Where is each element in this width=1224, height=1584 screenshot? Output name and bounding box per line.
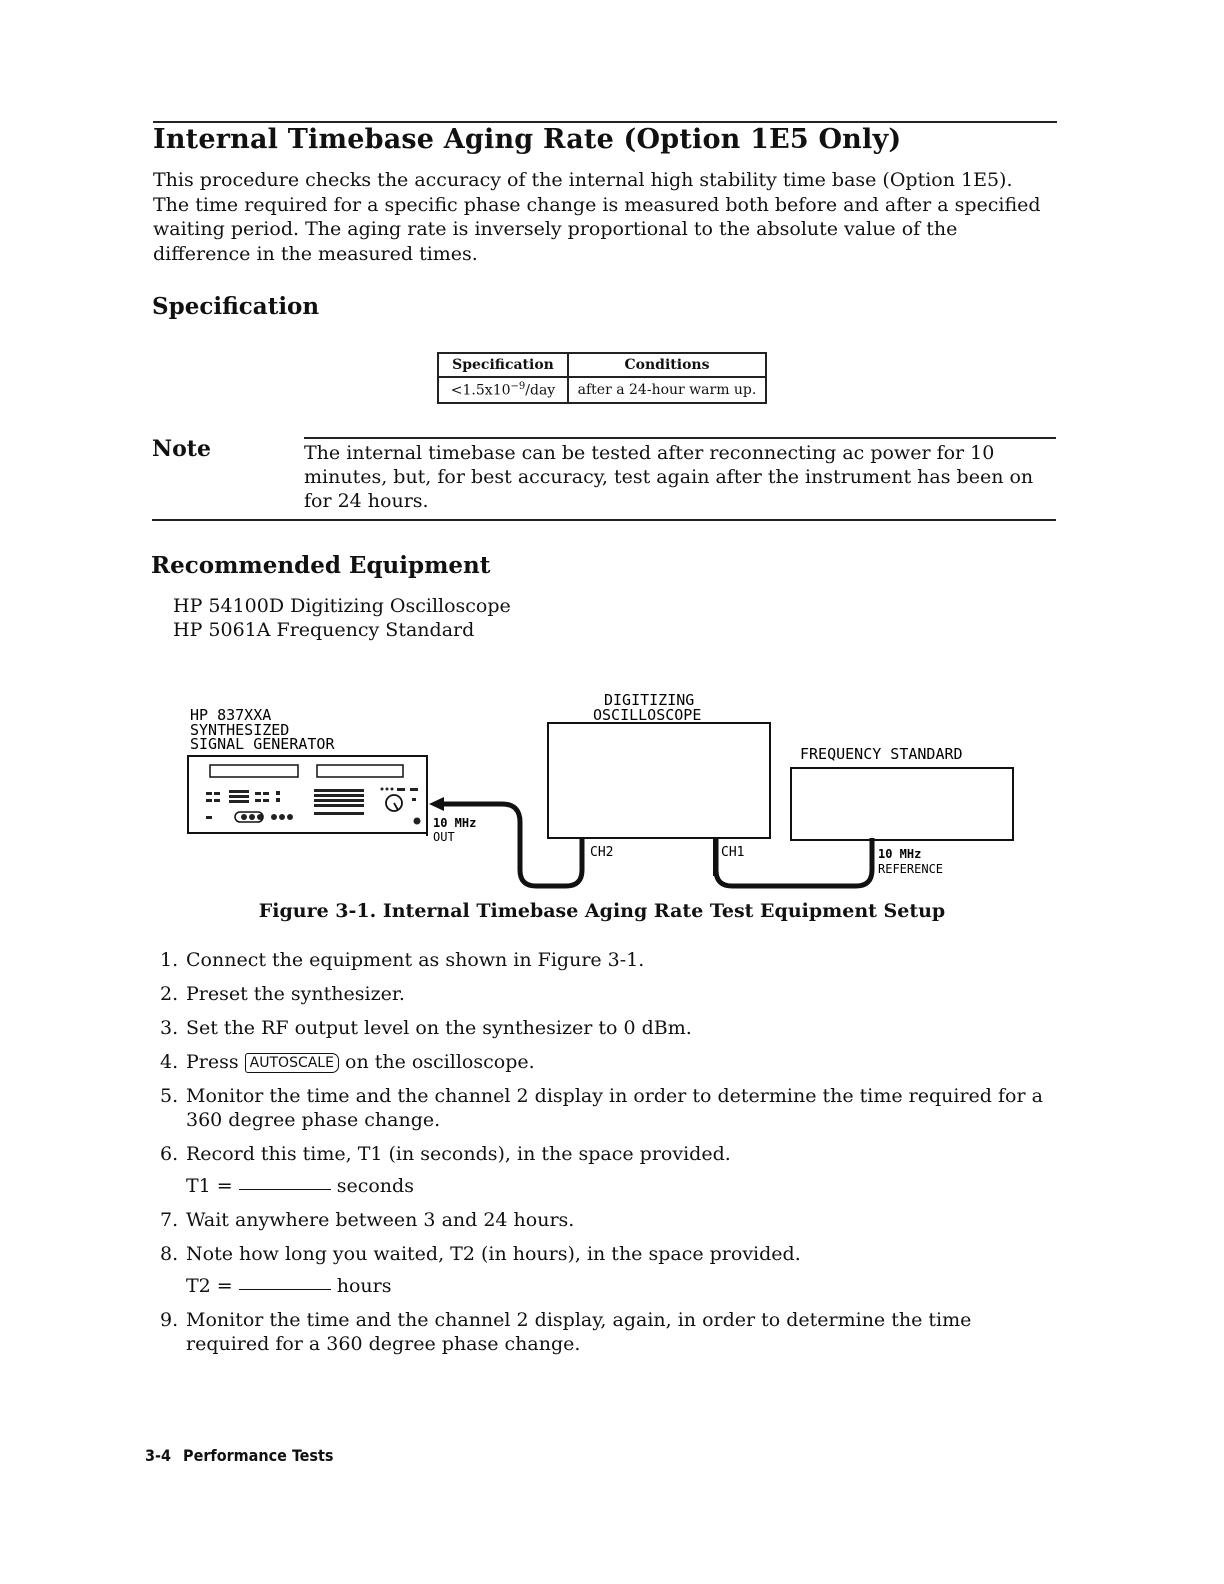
step-text: Preset the synthesizer. xyxy=(186,983,405,1005)
equipment-list xyxy=(173,594,511,642)
figure-caption: Figure 3-1. Internal Timebase Aging Rate Test Equipment Setup xyxy=(258,900,946,922)
step-4 xyxy=(155,1050,1055,1074)
note-text: The internal timebase can be tested after reconnecting ac power for 10 minutes, but, for best accuracy, test again after the instrument has been on for 24 hours. xyxy=(304,442,1034,512)
step-2 xyxy=(155,982,1055,1006)
step-text-pre: Press xyxy=(186,1051,239,1073)
t1-blank xyxy=(239,1189,331,1190)
oscilloscope-label-line1: DIGITIZING xyxy=(604,691,695,709)
step-number: 3. xyxy=(160,1017,179,1039)
spec-value xyxy=(438,377,568,403)
step-text: Note how long you waited, T2 (in hours), in the space provided. xyxy=(186,1243,801,1265)
note-top-rule xyxy=(304,437,1056,439)
step-number: 9. xyxy=(160,1309,179,1331)
t2-blank xyxy=(239,1289,331,1290)
t2-record xyxy=(186,1274,1055,1298)
step-number: 8. xyxy=(160,1243,179,1265)
equipment-item-frequency-standard: HP 5061A Frequency Standard xyxy=(173,619,475,641)
step-number: 4. xyxy=(160,1051,179,1073)
oscilloscope-label-line2: OSCILLOSCOPE xyxy=(593,706,702,724)
footer-section: Performance Tests xyxy=(183,1446,334,1465)
step-text: Set the RF output level on the synthesizer to 0 dBm. xyxy=(186,1017,692,1039)
t1-record xyxy=(186,1174,1055,1198)
specification-heading: Specification xyxy=(152,293,320,320)
step-text: Record this time, T1 (in seconds), in the space provided. xyxy=(186,1143,731,1165)
spec-exponent: −9 xyxy=(510,381,526,392)
autoscale-key: AUTOSCALE xyxy=(245,1053,339,1073)
t1-label: T1 = xyxy=(186,1175,233,1197)
step-number: 7. xyxy=(160,1209,179,1231)
generator-out-freq: 10 MHz xyxy=(433,816,477,830)
step-6 xyxy=(155,1142,1055,1166)
spec-header-specification: Specification xyxy=(438,353,568,377)
step-8 xyxy=(155,1242,1055,1266)
step-9 xyxy=(155,1308,1055,1356)
top-rule xyxy=(153,121,1057,123)
arrow-icon xyxy=(429,797,444,811)
freq-ref-freq: 10 MHz xyxy=(878,847,922,861)
step-5 xyxy=(155,1084,1055,1132)
oscilloscope-ch2-label: CH2 xyxy=(590,845,614,860)
specification-table xyxy=(437,352,767,404)
note-label: Note xyxy=(152,436,211,462)
oscilloscope-ch1-label: CH1 xyxy=(721,845,745,860)
frequency-standard-icon xyxy=(791,768,1013,840)
equipment-heading: Recommended Equipment xyxy=(151,552,491,579)
t2-unit: hours xyxy=(336,1275,392,1297)
spec-suffix: /day xyxy=(525,382,556,399)
frequency-standard-label: FREQUENCY STANDARD xyxy=(800,745,963,763)
step-text: Monitor the time and the channel 2 display, again, in order to determine the time required for a 360 degree phase change. xyxy=(186,1309,972,1355)
page-title: Internal Timebase Aging Rate (Option 1E5 Only) xyxy=(153,124,902,155)
note-bottom-rule xyxy=(152,519,1056,521)
generator-label-model: HP 837XXA xyxy=(190,706,272,724)
spec-prefix: <1.5x10 xyxy=(450,382,511,399)
spec-header-conditions: Conditions xyxy=(568,353,766,377)
procedure-steps xyxy=(155,948,1055,1366)
freq-ref-label: REFERENCE xyxy=(878,862,944,876)
t2-label: T2 = xyxy=(186,1275,233,1297)
step-text-post: on the oscilloscope. xyxy=(345,1051,535,1073)
equipment-item-oscilloscope: HP 54100D Digitizing Oscilloscope xyxy=(173,595,511,617)
intro-paragraph: This procedure checks the accuracy of the internal high stability time base (Option 1E5). The time required for a specific phase change is measured both before and after a specified waiting period. The aging rate is inversely proportional to the absolute value of the difference in the measured times. xyxy=(153,169,1041,265)
step-text: Wait anywhere between 3 and 24 hours. xyxy=(186,1209,575,1231)
step-number: 5. xyxy=(160,1085,179,1107)
step-number: 6. xyxy=(160,1143,179,1165)
page-footer xyxy=(145,1446,333,1465)
step-number: 2. xyxy=(160,983,179,1005)
page-number: 3-4 xyxy=(145,1446,172,1465)
generator-out-label: OUT xyxy=(433,830,455,844)
step-text: Connect the equipment as shown in Figure 3-1. xyxy=(186,949,645,971)
spec-condition: after a 24-hour warm up. xyxy=(568,377,766,403)
t1-unit: seconds xyxy=(336,1175,414,1197)
signal-generator-icon xyxy=(188,756,427,833)
step-text: Monitor the time and the channel 2 display in order to determine the time required for a 360 degree phase change. xyxy=(186,1085,1043,1131)
step-7 xyxy=(155,1208,1055,1232)
generator-label-line3: SIGNAL GENERATOR xyxy=(190,735,335,753)
step-number: 1. xyxy=(160,949,179,971)
equipment-setup-diagram xyxy=(180,686,1030,896)
oscilloscope-icon xyxy=(548,723,770,838)
generator-label-line2: SYNTHESIZED xyxy=(190,721,290,739)
step-3 xyxy=(155,1016,1055,1040)
step-1 xyxy=(155,948,1055,972)
